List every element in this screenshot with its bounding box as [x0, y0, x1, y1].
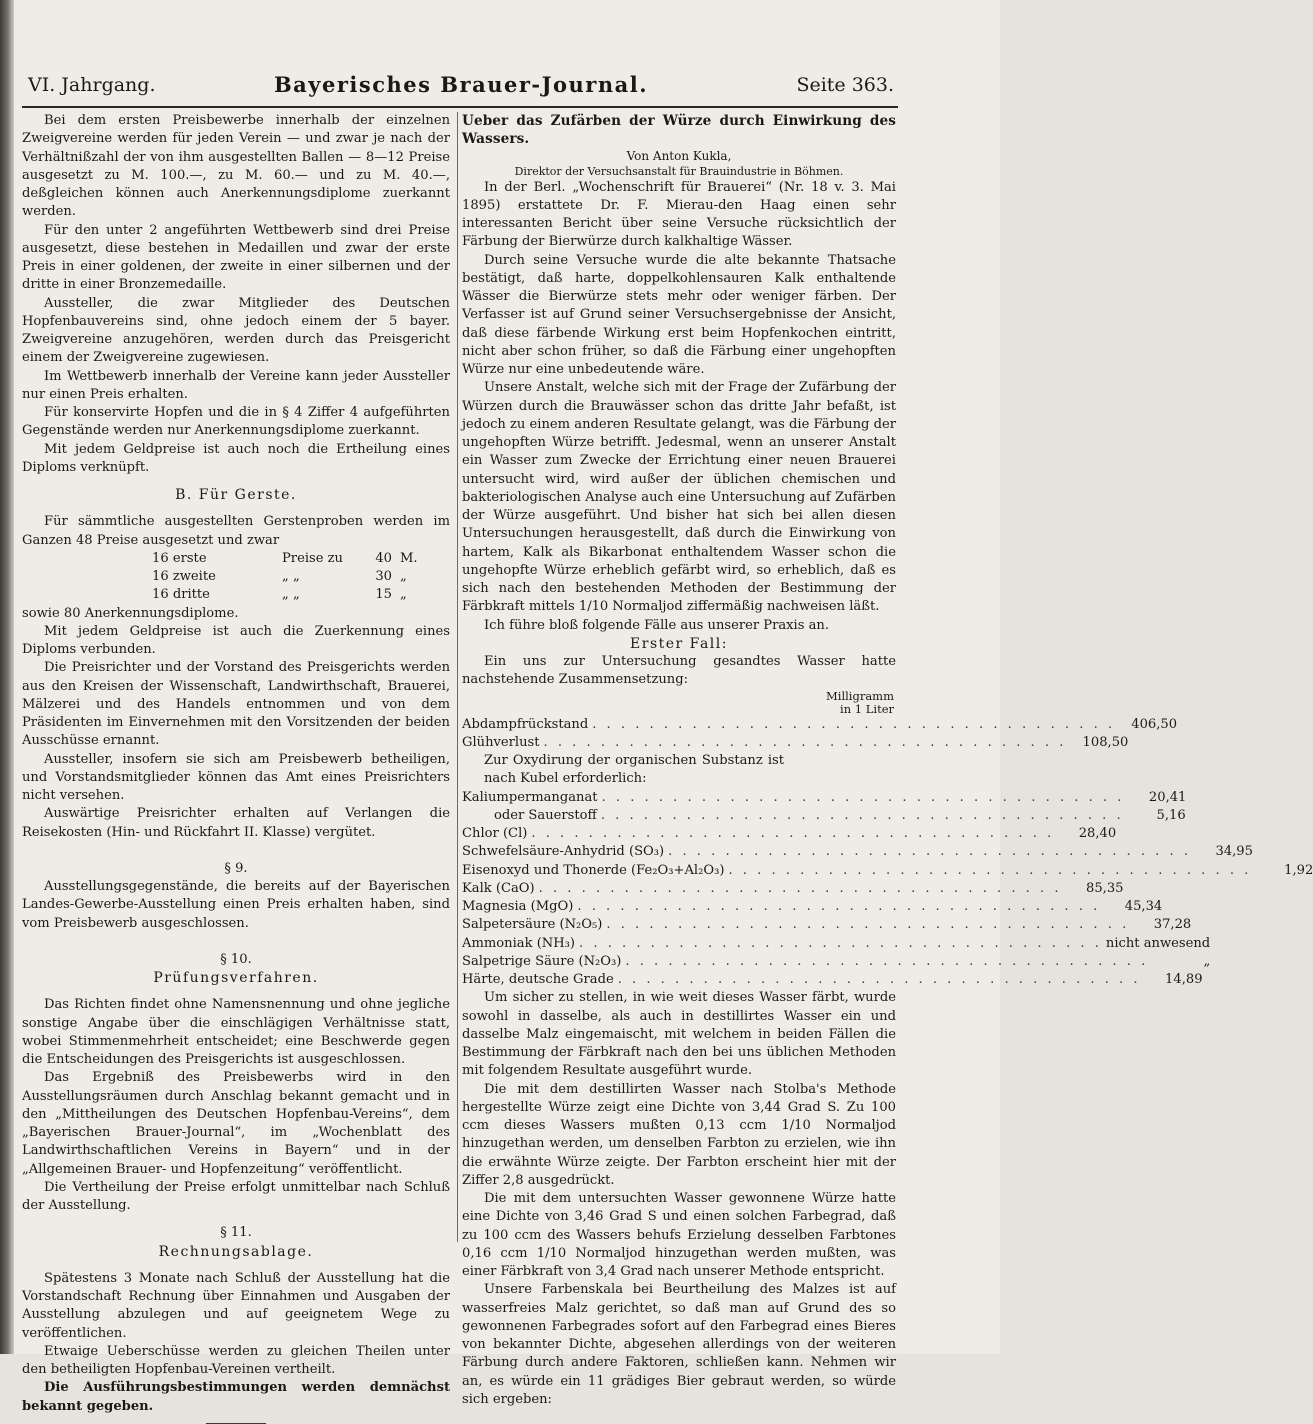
- column-divider: [457, 112, 458, 1242]
- page-header: [28, 74, 894, 104]
- analysis-row: Härte, deutsche Grade . . . . . . . . . . . . . . . . . . . . . . . . . . . . . . . . . . . . . 14,89: [462, 972, 1203, 987]
- section-heading-rechnung: Rechnungsablage.: [158, 1243, 314, 1260]
- paragraph: Die Preisrichter und der Vorstand des Preisgerichts werden aus den Kreisen der Wissenschaft, Landwirthschaft, Brauerei, Mälzerei und des Handels entnommen und von dem Präsidenten im Einvernehmen mit den Vorsitzenden der beiden Ausschüsse ernannt.: [22, 660, 450, 749]
- paragraph: sowie 80 Anerkennungsdiplome.: [22, 605, 239, 621]
- paragraph: Spätestens 3 Monate nach Schluß der Ausstellung hat die Vorstandschaft Rechnung über Einnahmen und Ausgaben der Ausstellung abzulegen und auf geeignetem Wege zu veröffentlichen.: [22, 1270, 450, 1341]
- analysis-row: Salpetersäure (N₂O₅) . . . . . . . . . . . . . . . . . . . . . . . . . . . . . . . . . . . . . 37,28: [462, 917, 1192, 933]
- section-number-11: § 11.: [220, 1225, 252, 1241]
- paragraph: Aussteller, die zwar Mitglieder des Deutschen Hopfenbauvereins sind, ohne jedoch einem der 5 bayer. Zweigvereine anzugehören, werden durch das Preisgericht einem der Zweigvereine zugewiesen.: [22, 295, 450, 366]
- paragraph: Bei dem ersten Preisbewerbe innerhalb der einzelnen Zweigvereine werden für jeden Verein — und zwar je nach der Verhältnißzahl der von ihm ausgestellten Ballen — 8—12 Preise ausgesetzt zu M. 100.—, zu M. 60.— und zu M. 40.—, deßgleichen können auch Anerkennungsdiplome zuerkannt werden.: [22, 113, 450, 220]
- analysis-row: Chlor (Cl) . . . . . . . . . . . . . . . . . . . . . . . . . . . . . . . . . . . . . 28,40: [462, 826, 1117, 841]
- page-number: Seite 363.: [796, 74, 894, 96]
- paragraph: Die mit dem destillirten Wasser nach Stolba's Methode hergestellte Würze zeigt eine Dichte von 3,44 Grad S. Zu 100 ccm dieses Wassers mußten 0,13 ccm 1/10 Normaljod hinzugethan werden, um denselben Farbton zu erzielen, wie ihn die erwähnte Würze zeigte. Der Farbton erscheint hier mit der Ziffer 2,8 ausgedrückt.: [462, 1081, 896, 1188]
- analysis-row: Ammoniak (NH₃) . . . . . . . . . . . . . . . . . . . . . . . . . . . . . . . . . . . . . nicht anwesend: [462, 935, 1211, 951]
- analysis-row: Kaliumpermanganat . . . . . . . . . . . . . . . . . . . . . . . . . . . . . . . . . . . . . 20,41: [462, 789, 1187, 805]
- paragraph: Unsere Farbenskala bei Beurtheilung des Malzes ist auf wasserfreies Malz gerichtet, so daß man auf Grund des so gewonnenen Farbegrades sofort auf den Farbegrad eines Bieres von bekannter Dichte, abgesehen allerdings von der weiteren Färbung durch andere Faktoren, schließen kann. Nehmen wir an, es würde ein 11 grädiges Bier gebraut werden, so würde sich ergeben:: [462, 1282, 896, 1407]
- paragraph: Für konservirte Hopfen und die in § 4 Ziffer 4 aufgeführten Gegenstände werden nur Anerkennungsdiplome zuerkannt.: [22, 405, 450, 439]
- analysis-row: Schwefelsäure-Anhydrid (SO₃) . . . . . . . . . . . . . . . . . . . . . . . . . . . . . . . . . . . . . 34,95: [462, 844, 1253, 860]
- paragraph: Ein uns zur Untersuchung gesandtes Wasser hatte nachstehende Zusammensetzung:: [462, 654, 896, 688]
- right-column: [462, 112, 1313, 1409]
- paragraph: Ich führe bloß folgende Fälle aus unserer Praxis an.: [484, 617, 830, 633]
- case-heading: Erster Fall:: [630, 635, 728, 652]
- analysis-row: Eisenoxyd und Thonerde (Fe₂O₃+Al₂O₃) . . . . . . . . . . . . . . . . . . . . . . . . . . . . . . . . . . . . . 1,92: [462, 862, 1313, 878]
- paragraph: In der Berl. „Wochenschrift für Brauerei“ (Nr. 18 v. 3. Mai 1895) erstattete Dr. F. Mierau-den Haag einen sehr interessanten Bericht über seine Versuche rücksichtlich der Färbung der Bierwürze durch kalkhaltige Wässer.: [462, 179, 896, 250]
- analysis-row: oder Sauerstoff . . . . . . . . . . . . . . . . . . . . . . . . . . . . . . . . . . . . . 5,16: [494, 807, 1186, 823]
- article-author: Von Anton Kukla,: [626, 148, 732, 163]
- prize-row: 16 dritte „ „ 15 „: [152, 587, 407, 603]
- closing-note: Die Ausführungsbestimmungen werden demnächst bekannt gegeben.: [22, 1380, 450, 1414]
- paragraph: Mit jedem Geldpreise ist auch die Zuerkennung eines Diploms verbunden.: [22, 623, 450, 657]
- volume-label: VI. Jahrgang.: [28, 74, 156, 96]
- paragraph: Die mit dem untersuchten Wasser gewonnene Würze hatte eine Dichte von 3,46 Grad S und einen solchen Farbegrad, daß zu 100 ccm des Wassers behufs Erzielung desselben Farbtones 0,16 ccm 1/10 Normaljod hinzugethan werden mußten, was einer Färbkraft von 3,4 Grad nach unserer Methode entspricht.: [462, 1191, 896, 1279]
- journal-title: Bayerisches Brauer-Journal.: [273, 72, 649, 97]
- analysis-row: Salpetrige Säure (N₂O₃) . . . . . . . . . . . . . . . . . . . . . . . . . . . . . . . . . . . . . „: [462, 953, 1211, 969]
- paragraph: Etwaige Ueberschüsse werden zu gleichen Theilen unter den betheiligten Hopfenbau-Vereinen vertheilt.: [22, 1343, 450, 1377]
- book-binding-shadow: [0, 0, 14, 1354]
- oxidation-note: Zur Oxydirung der organischen Substanz ist nach Kubel erforderlich:: [484, 753, 784, 787]
- paragraph: Um sicher zu stellen, in wie weit dieses Wasser färbt, wurde sowohl in dasselbe, als auch in destillirtes Wasser ein und dasselbe Malz eingemaischt, mit welchem in beiden Fällen die Bestimmung der Färbkraft nach den bei uns üblichen Methoden mit folgendem Resultate ausgeführt wurde.: [462, 990, 896, 1079]
- paragraph: Das Ergebniß des Preisbewerbs wird in den Ausstellungsräumen durch Anschlag bekannt gemacht und in den „Mittheilungen des Deutschen Hopfenbau-Vereins“, dem „Bayerischen Brauer-Journal“, im „Wochenblatt des Landwirthschaftlichen Vereins in Bayern“ und in der „Allgemeinen Brauer- und Hopfenzeitung“ veröffentlicht.: [22, 1070, 450, 1177]
- unit-header: Milligramm in 1 Liter: [825, 688, 894, 716]
- analysis-row: Abdampfrückstand . . . . . . . . . . . . . . . . . . . . . . . . . . . . . . . . . . . . . 406,50: [462, 716, 1178, 732]
- paragraph: Ausstellungsgegenstände, die bereits auf der Bayerischen Landes-Gewerbe-Ausstellung einen Preis erhalten haben, sind vom Preisbewerb ausgeschlossen.: [22, 879, 450, 931]
- paragraph: Die Vertheilung der Preise erfolgt unmittelbar nach Schluß der Ausstellung.: [22, 1179, 450, 1213]
- paragraph: Für sämmtliche ausgestellten Gerstenproben werden im Ganzen 48 Preise ausgesetzt und zwar: [22, 514, 450, 548]
- paragraph: Im Wettbewerb innerhalb der Vereine kann jeder Aussteller nur einen Preis erhalten.: [22, 368, 450, 402]
- article-title: Ueber das Zufärben der Würze durch Einwirkung des Wassers.: [462, 113, 896, 148]
- section-heading-gerste: B. Für Gerste.: [175, 487, 297, 503]
- analysis-row: Glühverlust . . . . . . . . . . . . . . . . . . . . . . . . . . . . . . . . . . . . . 108,50: [462, 734, 1129, 750]
- analysis-row: Kalk (CaO) . . . . . . . . . . . . . . . . . . . . . . . . . . . . . . . . . . . . . 85,35: [462, 880, 1124, 896]
- paragraph: Für den unter 2 angeführten Wettbewerb sind drei Preise ausgesetzt, diese bestehen in Medaillen und zwar der erste Preis in einer goldenen, der zweite in einer silbernen und der dritte in einer Bronzemedaille.: [22, 222, 450, 293]
- analysis-row: Magnesia (MgO) . . . . . . . . . . . . . . . . . . . . . . . . . . . . . . . . . . . . . 45,34: [462, 899, 1163, 914]
- article-affiliation: Direktor der Versuchsanstalt für Brauindustrie in Böhmen.: [514, 164, 844, 178]
- section-heading-pruefung: Prüfungsverfahren.: [153, 970, 319, 986]
- left-column: [22, 112, 450, 1424]
- prize-row: 16 erste Preise zu 40 M.: [152, 550, 418, 566]
- paragraph: Unsere Anstalt, welche sich mit der Frage der Zufärbung der Würzen durch die Brauwässer schon das dritte Jahr befaßt, ist jedoch zu einem anderen Resultate gelangt, was die Färbung der ungehopften Würze betrifft. Jedesmal, wenn an unserer Anstalt ein Wasser zum Zwecke der Errichtung einer neuen Brauerei untersucht wird, wird außer der üblichen chemischen und bakteriologischen Analyse auch eine Untersuchung auf Zufärben der Würze ausgeführt. Und bisher hat sich bei allen diesen Untersuchungen herausgestellt, daß durch die Einwirkung von hartem, Kalk als Bikarbonat enthaltendem Wasser schon die ungehopfte Würze erheblich gefärbt wird, so erheblich, daß es sich nach den bestehenden Methoden der Bestimmung der Färbkraft mittels 1/10 Normaljod ziffermäßig nachweisen läßt.: [462, 380, 896, 615]
- paragraph: Aussteller, insofern sie sich am Preisbewerb betheiligen, und Vorstandsmitglieder können das Amt eines Preisrichters nicht versehen.: [22, 751, 450, 803]
- paragraph: Durch seine Versuche wurde die alte bekannte Thatsache bestätigt, daß harte, doppelkohlensauren Kalk enthaltende Wässer die Bierwürze stets mehr oder weniger färben. Der Verfasser ist auf Grund seiner Versuchsergebnisse der Ansicht, daß diese färbende Wirkung erst beim Hopfenkochen eintritt, nicht aber schon früher, so daß die Färbung einer ungehopften Würze nur eine unbedeutende wäre.: [462, 252, 896, 377]
- section-number-10: § 10.: [220, 951, 252, 967]
- header-rule: [22, 106, 898, 108]
- paragraph: Das Richten findet ohne Namensnennung und ohne jegliche sonstige Angabe über die einschlägigen Verhältnisse statt, wobei Stimmenmehrheit entscheidet; eine Beschwerde gegen die Entscheidungen des Preisgerichts ist ausgeschlossen.: [22, 997, 450, 1067]
- section-number-9: § 9.: [224, 860, 248, 876]
- prize-row: 16 zweite „ „ 30 „: [152, 569, 407, 584]
- paragraph: Mit jedem Geldpreise ist auch noch die Ertheilung eines Diploms verknüpft.: [22, 441, 450, 475]
- paragraph: Auswärtige Preisrichter erhalten auf Verlangen die Reisekosten (Hin- und Rückfahrt II. Klasse) vergütet.: [22, 806, 450, 840]
